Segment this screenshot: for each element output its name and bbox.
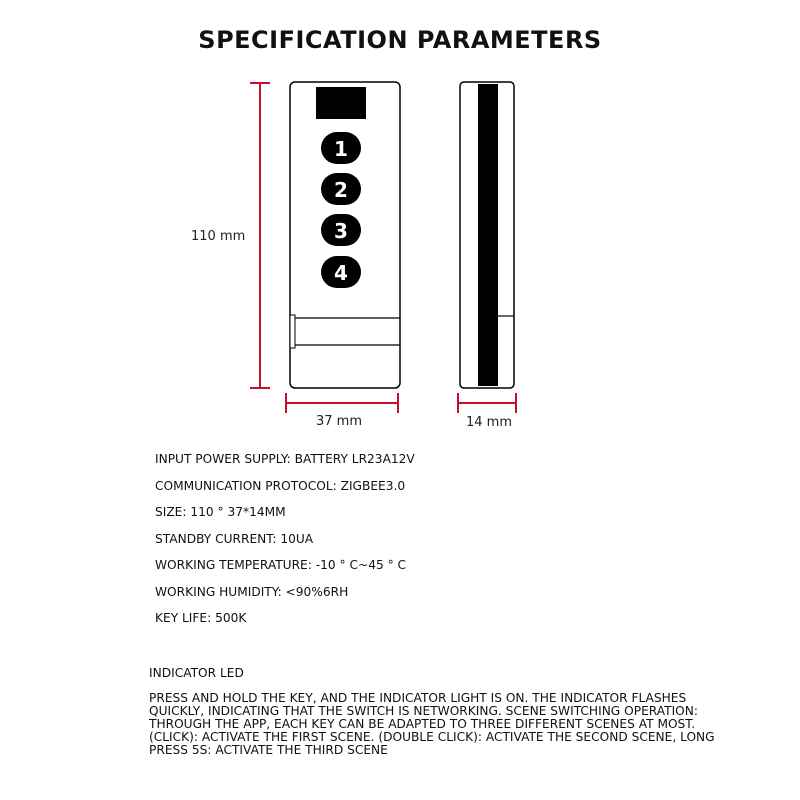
spec-protocol: COMMUNICATION PROTOCOL: ZIGBEE3.0	[155, 478, 406, 493]
depth-label: 14 mm	[466, 415, 513, 430]
width-dimension-line	[286, 393, 398, 413]
spec-working-humidity: WORKING HUMIDITY: <90%6RH	[155, 584, 349, 599]
spec-power-supply: INPUT POWER SUPPLY: BATTERY LR23A12V	[155, 452, 415, 466]
spec-standby-current: STANDBY CURRENT: 10UA	[155, 531, 314, 546]
height-label: 110 mm	[191, 229, 246, 244]
button-label-4: 4	[334, 261, 348, 285]
indicator-led-heading: INDICATOR LED	[149, 666, 244, 680]
page-title: SPECIFICATION PARAMETERS	[198, 26, 602, 54]
button-label-1: 1	[334, 137, 348, 161]
spec-key-life: KEY LIFE: 500K	[155, 611, 247, 625]
spec-list	[155, 451, 415, 637]
spec-working-temperature: WORKING TEMPERATURE: -10 ° C~45 ° C	[155, 558, 407, 572]
depth-dimension-line	[458, 393, 516, 413]
width-label: 37 mm	[316, 414, 363, 429]
button-label-3: 3	[334, 219, 348, 243]
button-label-2: 2	[334, 178, 348, 202]
spec-size: SIZE: 110 ° 37*14MM	[155, 505, 286, 519]
height-dimension-line	[250, 83, 270, 388]
remote-side-view	[460, 82, 514, 388]
indicator-led-description: PRESS AND HOLD THE KEY, AND THE INDICATOR LIGHT IS ON. THE INDICATOR FLASHES QUICKLY, INDICATING THAT THE SWITCH IS NETWORKING. SCENE SWITCHING OPERATION: THROUGH THE APP, EACH KEY CAN BE ADAPTED TO THREE DIFFERENT SCENES AT MOST. (CLICK): ACTIVATE THE FIRST SCENE. (DOUBLE CLICK): ACTIVATE THE SECOND SCENE, LONG PRESS 5S: ACTIVATE THE THIRD SCENE	[149, 691, 715, 757]
indicator-led-window	[316, 87, 366, 119]
